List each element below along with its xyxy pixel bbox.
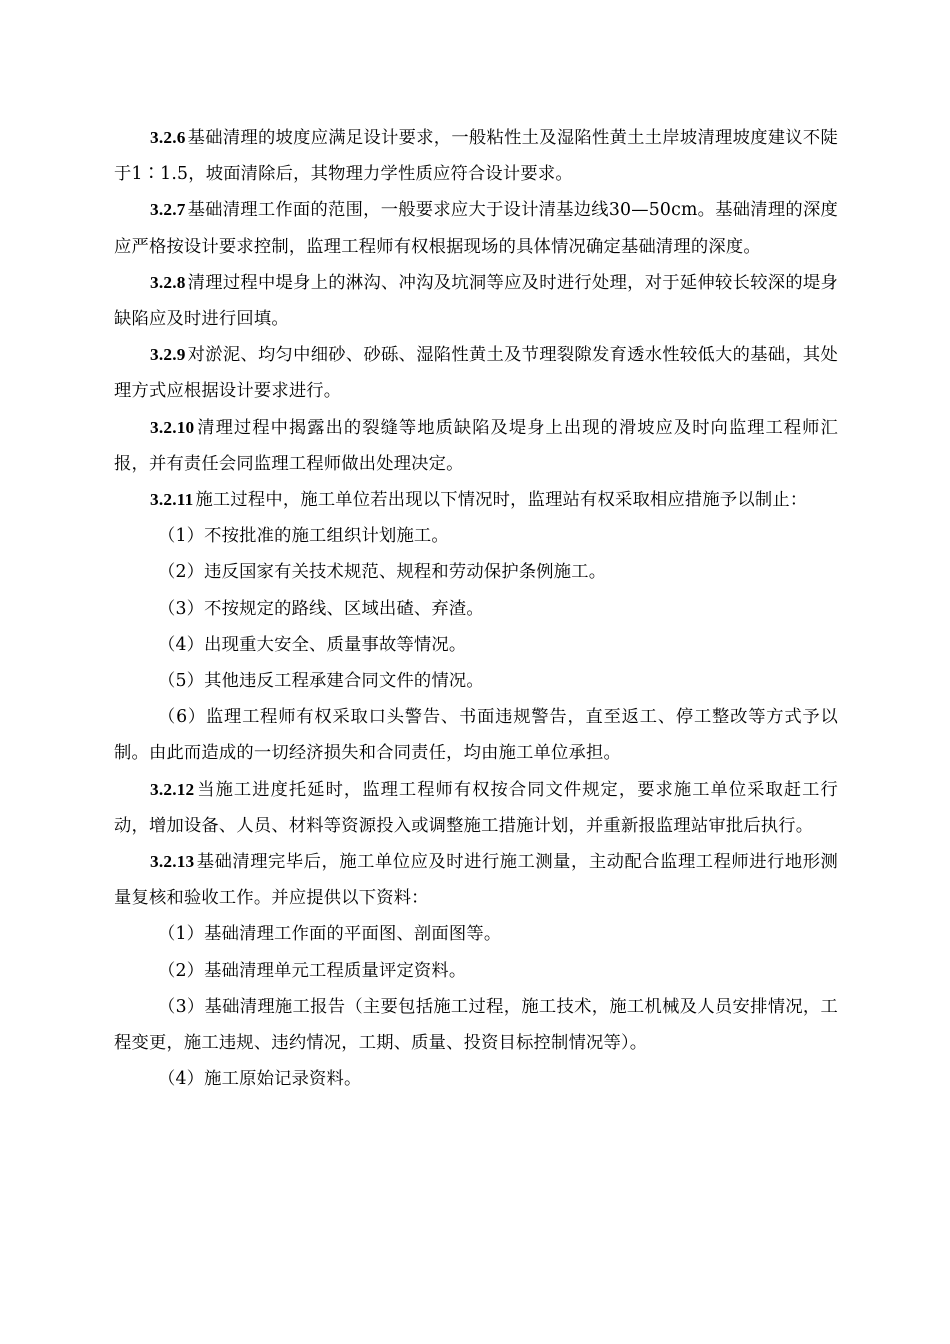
list-item: （3）基础清理施工报告（主要包括施工过程，施工技术，施工机械及人员安排情况，工程变更，施工违规、违约情况，工期、质量、投资目标控制情况等）。: [114, 996, 838, 1054]
list-item: （6）监理工程师有权采取口头警告、书面违规警告，直至返工、停工整改等方式予以制。由此而造成的一切经济损失和合同责任，均由施工单位承担。: [114, 707, 838, 764]
section-3-2-11: [114, 482, 838, 518]
section-3-2-9: [114, 337, 838, 409]
section-3-2-7: [114, 192, 838, 264]
section-3-2-6: [114, 120, 838, 192]
section-text: 对淤泥、均匀中细砂、砂砾、湿陷性黄土及节理裂隙发育透水性较低大的基础，其处理方式应根据设计要求进行。: [114, 345, 838, 402]
list-item: （2）基础清理单元工程质量评定资料。: [158, 960, 467, 981]
section-number: 3.2.8: [150, 272, 186, 292]
section-text: 清理过程中堤身上的淋沟、冲沟及坑洞等应及时进行处理，对于延伸较长较深的堤身缺陷应及时进行回填。: [114, 272, 838, 330]
section-3-2-8: [114, 265, 838, 337]
section-text: 基础清理完毕后，施工单位应及时进行施工测量，主动配合监理工程师进行地形测量复核和验收工作。并应提供以下资料：: [114, 852, 838, 909]
section-text: 清理过程中揭露出的裂缝等地质缺陷及堤身上出现的滑坡应及时向监理工程师汇报，并有责任会同监理工程师做出处理决定。: [114, 417, 838, 474]
section-text: 基础清理工作面的范围，一般要求应大于设计清基边线30—50cm。基础清理的深度应严格按设计要求控制，监理工程师有权根据现场的具体情况确定基础清理的深度。: [114, 200, 838, 257]
section-3-2-12: [114, 772, 838, 844]
list-item: （1）基础清理工作面的平面图、剖面图等。: [158, 924, 502, 945]
list-item: （4）施工原始记录资料。: [158, 1069, 362, 1090]
section-number: 3.2.9: [150, 345, 186, 365]
section-text: 基础清理的坡度应满足设计要求，一般粘性土及湿陷性黄土土岸坡清理坡度建议不陡于1∶1.5，坡面清除后，其物理力学性质应符合设计要求。: [114, 128, 838, 185]
section-number: 3.2.12: [150, 779, 195, 799]
section-3-2-13: [114, 844, 838, 916]
list-item: （3）不按规定的路线、区域出碴、弃渣。: [158, 598, 484, 619]
document-body: [114, 120, 838, 1097]
section-text: 当施工进度托延时，监理工程师有权按合同文件规定，要求施工单位采取赶工行动，增加设备、人员、材料等资源投入或调整施工措施计划，并重新报监理站审批后执行。: [114, 779, 838, 836]
list-item: （1）不按批准的施工组织计划施工。: [158, 526, 449, 547]
list-item: （5）其他违反工程承建合同文件的情况。: [158, 671, 484, 692]
section-3-2-10: [114, 410, 838, 482]
section-text: 施工过程中，施工单位若出现以下情况时，监理站有权采取相应措施予以制止：: [195, 490, 808, 511]
section-number: 3.2.10: [150, 417, 195, 437]
section-number: 3.2.11: [150, 490, 194, 510]
list-item: （2）违反国家有关技术规范、规程和劳动保护条例施工。: [158, 562, 607, 583]
section-number: 3.2.7: [150, 200, 186, 220]
section-number: 3.2.13: [150, 852, 195, 872]
section-number: 3.2.6: [150, 128, 186, 147]
list-item: （4）出现重大安全、质量事故等情况。: [158, 634, 467, 655]
